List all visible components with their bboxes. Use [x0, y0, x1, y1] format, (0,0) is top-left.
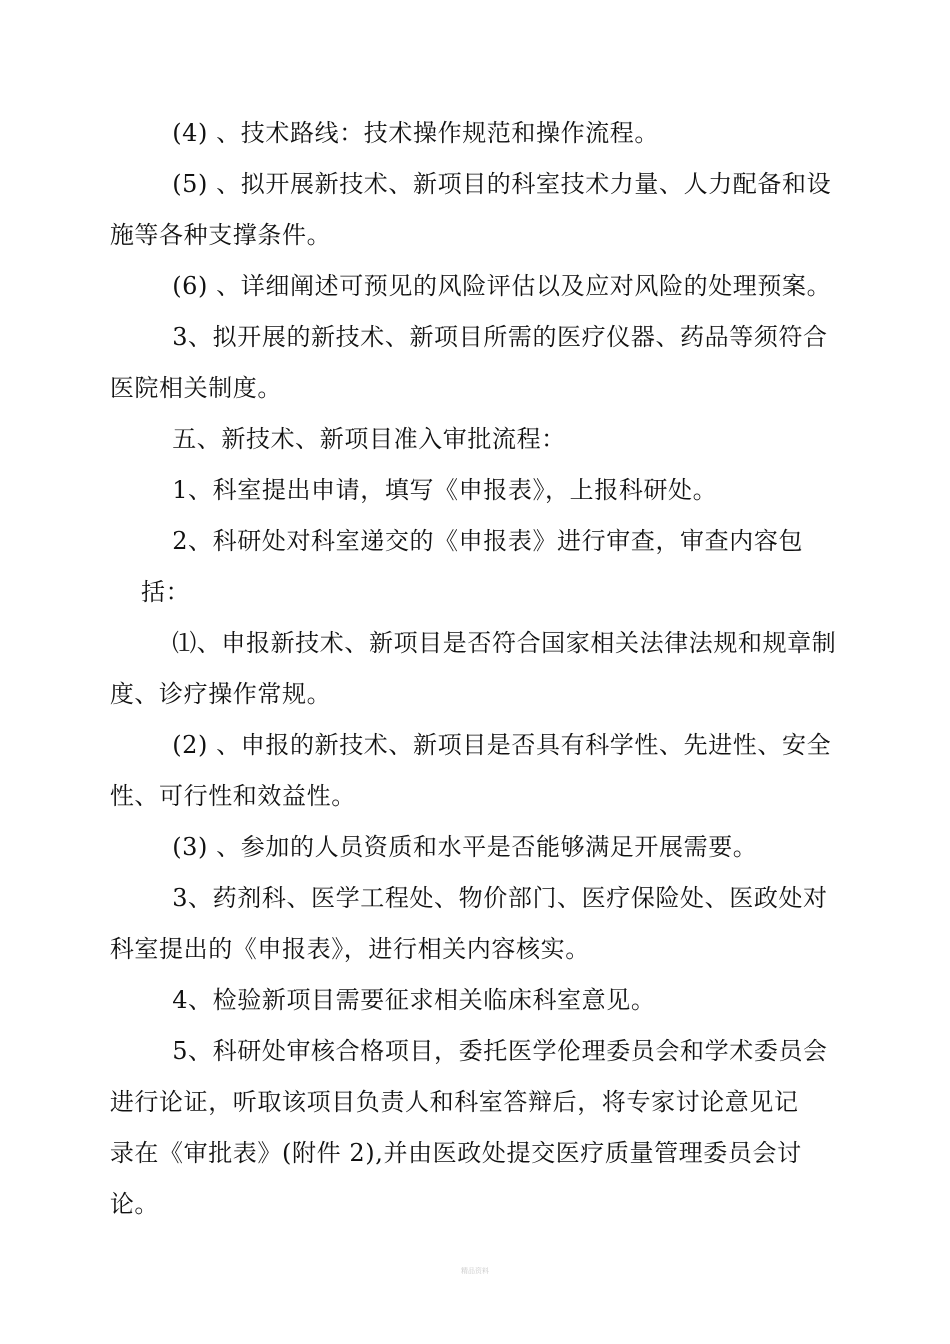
section-heading-approval-process	[141, 414, 837, 465]
text-line: (6) 、详细阐述可预见的风险评估以及应对风险的处理预案。	[172, 272, 832, 300]
text-line: 进行论证，听取该项目负责人和科室答辩后，将专家讨论意见记	[109, 1088, 799, 1116]
text-line: (5) 、拟开展新技术、新项目的科室技术力量、人力配备和设	[172, 170, 832, 198]
paragraph-tech-route	[141, 108, 837, 159]
text-line: 3、拟开展的新技术、新项目所需的医疗仪器、药品等须符合	[172, 323, 828, 351]
text-line: 性、可行性和效益性。	[109, 782, 356, 810]
paragraph-step-3	[109, 873, 837, 975]
paragraph-step-5	[109, 1026, 837, 1230]
text-line: (4) 、技术路线：技术操作规范和操作流程。	[172, 119, 660, 147]
paragraph-step-1	[141, 465, 837, 516]
paragraph-step-4	[141, 975, 837, 1026]
document-body	[109, 108, 837, 1230]
text-line: 3、药剂科、医学工程处、物价部门、医疗保险处、医政处对	[172, 884, 828, 912]
paragraph-support-conditions	[109, 159, 837, 261]
text-line: 施等各种支撑条件。	[109, 221, 332, 249]
text-line: 1、科室提出申请，填写《申报表》，上报科研处。	[172, 476, 718, 504]
text-line: 2、科研处对科室递交的《申报表》进行审查，审查内容包括：	[141, 527, 804, 606]
paragraph-review-item-2	[109, 720, 837, 822]
text-line: 科室提出的《申报表》，进行相关内容核实。	[109, 935, 590, 963]
text-line: ⑴、申报新技术、新项目是否符合国家相关法律法规和规章制	[172, 629, 837, 657]
paragraph-step-2	[141, 516, 837, 618]
footer-watermark: 精品资料	[461, 1267, 489, 1275]
text-line: 论。	[109, 1190, 160, 1218]
text-line: 5、科研处审核合格项目，委托医学伦理委员会和学术委员会	[172, 1037, 828, 1065]
text-line: (2) 、申报的新技术、新项目是否具有科学性、先进性、安全	[172, 731, 832, 759]
text-line: 五、新技术、新项目准入审批流程：	[172, 425, 566, 453]
paragraph-risk-plan	[141, 261, 837, 312]
text-line: 4、检验新项目需要征求相关临床科室意见。	[172, 986, 656, 1014]
paragraph-equipment	[109, 312, 837, 414]
paragraph-review-item-3	[141, 822, 837, 873]
text-line: 录在《审批表》(附件 2),并由医政处提交医疗质量管理委员会讨	[109, 1139, 802, 1167]
paragraph-review-item-1	[109, 618, 837, 720]
text-line: 度、诊疗操作常规。	[109, 680, 332, 708]
text-line: (3) 、参加的人员资质和水平是否能够满足开展需要。	[172, 833, 758, 861]
text-line: 医院相关制度。	[109, 374, 283, 402]
